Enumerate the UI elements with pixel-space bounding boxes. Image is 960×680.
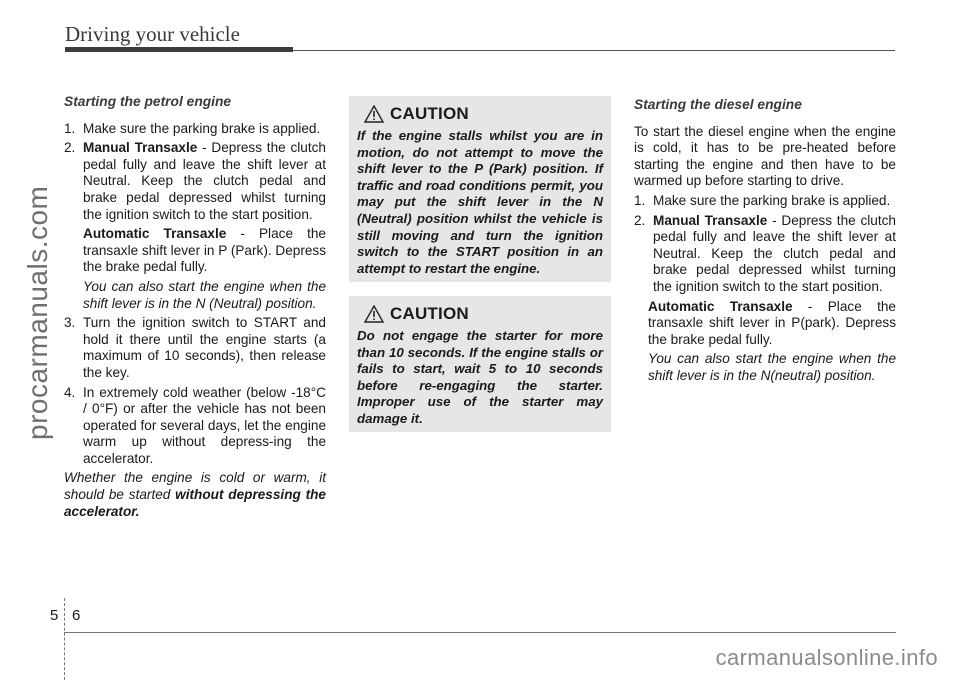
manual-transaxle-label: Manual Transaxle bbox=[653, 212, 768, 228]
step-text: - Depress the clutch pedal fully and leave the shift lever at Neutral. Keep the clutch pedal and brake pedal depressed whilst turning the ignition switch to the start position. bbox=[83, 140, 326, 222]
step-text: Make sure the parking brake is applied. bbox=[83, 120, 321, 136]
diesel-intro: To start the diesel engine when the engine is cold, it has to be pre-heated before starting the engine and then have to be warmed up before starting to drive. bbox=[634, 123, 896, 189]
step-text: In extremely cold weather (below -18°C / 0°F) or after the vehicle has not been operated for several days, let the engine warm up without depress-ing the accelerator. bbox=[83, 384, 326, 466]
diesel-automatic-note: You can also start the engine when the shift lever is in the N(neutral) position. bbox=[648, 351, 896, 383]
footer-rule bbox=[64, 632, 896, 633]
petrol-step-1 bbox=[64, 121, 326, 138]
page-number-divider bbox=[64, 598, 65, 680]
diesel-step-2 bbox=[634, 213, 896, 296]
closing-italic: Whether the engine is cold or warm, it should be started bbox=[64, 470, 326, 503]
petrol-subhead: Starting the petrol engine bbox=[64, 94, 232, 109]
diesel-subhead: Starting the diesel engine bbox=[634, 97, 802, 112]
header-bar bbox=[65, 47, 293, 52]
diesel-column bbox=[634, 97, 896, 388]
step-number: 3. bbox=[64, 315, 76, 331]
warning-triangle-icon bbox=[364, 105, 384, 123]
petrol-step-3 bbox=[64, 315, 326, 381]
caution-body: Do not engage the starter for more than 10 seconds. If the engine stalls or fails to start, wait 5 to 10 seconds before re-engaging the starter. Improper use of the starter may damage it. bbox=[357, 328, 603, 426]
automatic-text: - Place the transaxle shift lever in P (Park). Depress the brake pedal fully. bbox=[83, 226, 327, 275]
header-rule bbox=[293, 50, 895, 51]
closing-bold: without depressing the accelerator. bbox=[64, 487, 326, 519]
petrol-column bbox=[64, 94, 326, 520]
caution-title: CAUTION bbox=[390, 304, 469, 323]
caution-box-stall bbox=[349, 96, 611, 282]
caution-header bbox=[364, 104, 603, 124]
footer-watermark: carmanualsonline.info bbox=[715, 645, 938, 670]
caution-box-starter bbox=[349, 296, 611, 432]
petrol-automatic bbox=[64, 226, 326, 276]
petrol-automatic-note: You can also start the engine when the shift lever is in the N (Neutral) position. bbox=[83, 278, 326, 311]
side-watermark: procarmanuals.com bbox=[22, 185, 53, 440]
diesel-automatic bbox=[634, 299, 896, 349]
step-text: Make sure the parking brake is applied. bbox=[653, 192, 891, 208]
step-text: - Depress the clutch pedal fully and leave the shift lever at Neutral. Keep the clutch pedal and brake pedal depressed whilst turning the ignition switch to the start position. bbox=[653, 212, 896, 294]
page-number: 6 bbox=[72, 607, 81, 624]
automatic-transaxle-label: Automatic Transaxle bbox=[648, 298, 793, 314]
step-text: Turn the ignition switch to START and hold it there until the engine starts (a maximum of 10 seconds), then release the key. bbox=[83, 315, 326, 380]
manual-transaxle-label: Manual Transaxle bbox=[83, 140, 198, 156]
automatic-text: - Place the transaxle shift lever in P(park). Depress the brake pedal fully. bbox=[648, 298, 896, 347]
petrol-step-4 bbox=[64, 385, 326, 468]
petrol-step-2 bbox=[64, 140, 326, 223]
step-number: 2. bbox=[64, 140, 76, 156]
automatic-transaxle-label: Automatic Transaxle bbox=[83, 226, 227, 242]
warning-triangle-icon bbox=[364, 305, 384, 323]
caution-header bbox=[364, 304, 603, 324]
step-number: 4. bbox=[64, 384, 76, 400]
page-header-title: Driving your vehicle bbox=[65, 22, 240, 46]
section-number: 5 bbox=[50, 607, 59, 624]
caution-body: If the engine stalls whilst you are in motion, do not attempt to move the shift lever to the P (Park) position. If traffic and road conditions permit, you may put the shift lever in the N (Neutral) position whilst the vehicle is still moving and turn the ignition switch to the START position in an attempt to restart the engine. bbox=[357, 128, 603, 276]
step-number: 1. bbox=[64, 120, 76, 136]
step-number: 2. bbox=[634, 212, 646, 228]
step-number: 1. bbox=[634, 192, 646, 208]
caution-title: CAUTION bbox=[390, 104, 469, 123]
petrol-closing-note bbox=[64, 470, 326, 520]
diesel-step-1 bbox=[634, 193, 896, 210]
